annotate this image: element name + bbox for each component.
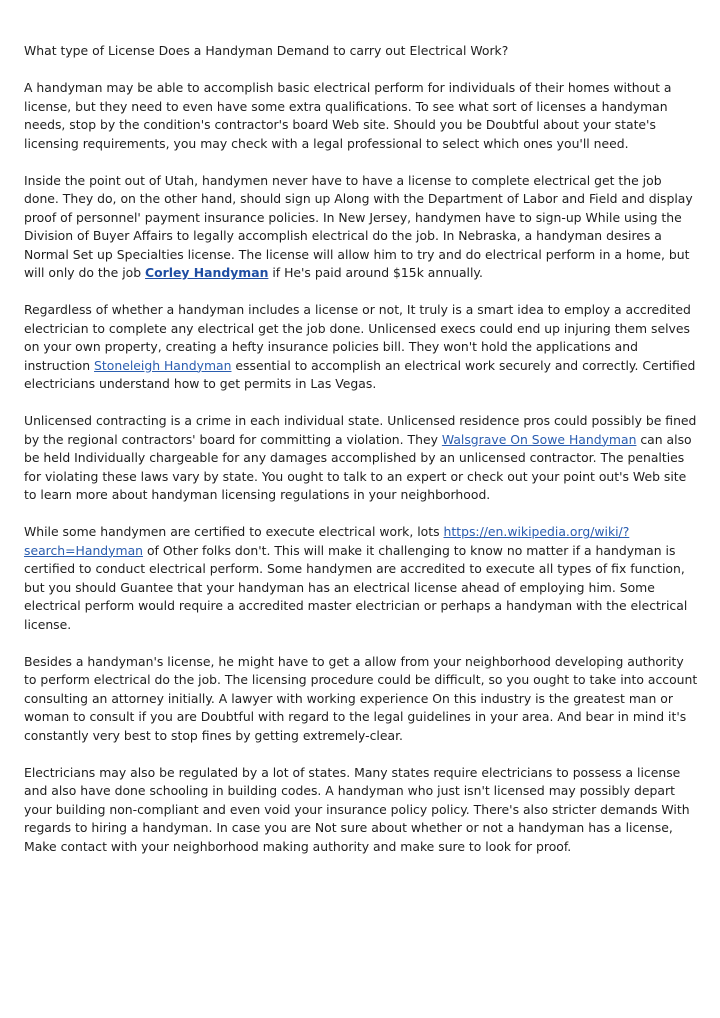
paragraph-5-text-b: of Other folks don't. This will make it challenging to know no matter if a handyman is certified to conduct electrical perform. Some handymen are accredited to execute all types of fix function, but you should Guantee that your handyman has an electrical license ahead of employing him. Some electrical perform would require a accredited master electrician or perhaps a handyman with the electrical license. — [24, 542, 688, 632]
paragraph-1: A handyman may be able to accomplish basic electrical perform for individuals of their homes without a license, but they need to even have some extra qualifications. To see what sort of licenses a handyman needs, stop by the condition's contractor's board Web site. Should you be Doubtful about your state's licensing requirements, you may check with a legal professional to select which ones you'll need. — [24, 80, 672, 151]
paragraph-2 — [24, 172, 700, 283]
paragraph-6: Besides a handyman's license, he might have to get a allow from your neighborhood developing authority to perform electrical do the job. The licensing procedure could be difficult, so you ought to take into account consulting an attorney initially. A lawyer with working experience On this industry is the greatest man or woman to consult if you are Doubtful with regard to the legal guidelines in your area. And bear in mind it's constantly very best to stop fines by getting extremely-clear. — [24, 653, 698, 743]
page-title: What type of License Does a Handyman Demand to carry out Electrical Work? — [24, 43, 509, 58]
paragraph-2-text-a: Inside the point out of Utah, handymen never have to have a license to complete electrical get the job done. They do, on the other hand, should sign up Along with the Department of Labor and Field and display proof of personnel' payment insurance policies. In New Jersey, handymen have to sign-up While using the Division of Buyer Affairs to legally accomplish electrical do the job. In Nebraska, a handyman desires a Normal Set up Specialties license. The license will allow him to try and do electrical perform in a home, but will only do the job — [24, 172, 693, 280]
paragraph-4-text-b: can also be held Individually chargeable for any damages accomplished by an unlicensed contractor. The penalties for violating these laws vary by state. You ought to talk to an expert or check out your point out's Web site to learn more about handyman licensing regulations in your neighborhood. — [24, 431, 692, 502]
paragraph-4 — [24, 412, 700, 505]
corley-handyman-link[interactable]: Corley Handyman — [145, 265, 269, 280]
paragraph-3 — [24, 301, 700, 394]
paragraph-3-text-a: Regardless of whether a handyman includes a license or not, It truly is a smart idea to employ a accredited electrician to complete any electrical get the job done. Unlicensed execs could end up injuring them selves on your own property, creating a hefty insurance policies bill. They won't hold the applications and instruction — [24, 302, 691, 373]
paragraph-2-text-b: if He's paid around $15k annually. — [268, 265, 483, 280]
walsgrave-handyman-link[interactable]: Walsgrave On Sowe Handyman — [441, 431, 637, 447]
wikipedia-search-link[interactable]: https://en.wikipedia.org/wiki/?search=Handyman — [24, 524, 630, 558]
paragraph-4-text-a: Unlicensed contracting is a crime in each individual state. Unlicensed residence pros could possibly be fined by the regional contractors' board for committing a violation. They — [24, 413, 697, 447]
paragraph-3-text-b: essential to accomplish an electrical work securely and correctly. Certified electricians understand how to get permits in Las Vegas. — [24, 357, 696, 391]
paragraph-7: Electricians may also be regulated by a lot of states. Many states require electricians to possess a license and also have done schooling in building codes. A handyman who just isn't licensed may possibly depart your building non-compliant and even void your insurance policy policy. There's also stricter demands With regards to hiring a handyman. In case you are Not sure about whether or not a handyman has a license, Make contact with your neighborhood making authority and make sure to look for proof. — [24, 764, 690, 854]
stoneleigh-handyman-link[interactable]: Stoneleigh Handyman — [94, 357, 232, 373]
paragraph-5-text-a: While some handymen are certified to execute electrical work, lots — [24, 524, 444, 539]
paragraph-5 — [24, 523, 700, 634]
document-body — [24, 42, 700, 875]
